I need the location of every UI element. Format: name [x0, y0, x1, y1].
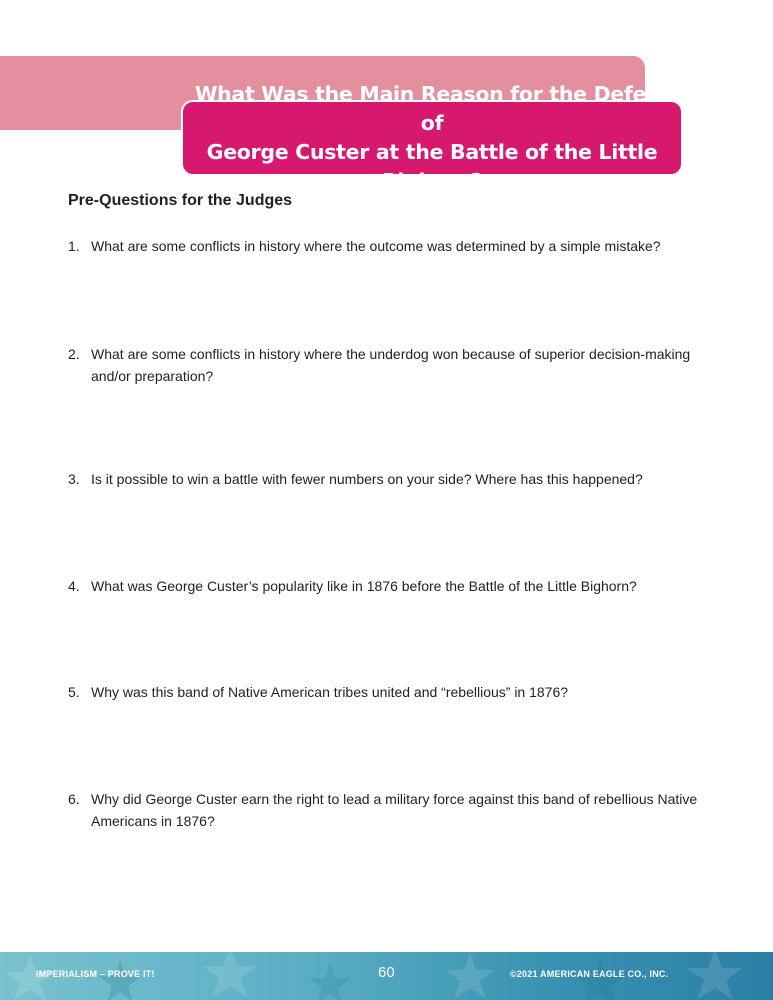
question-text: What are some conflicts in history where the outcome was determined by a simple mistake? — [91, 238, 661, 254]
page-number: 60 — [378, 964, 395, 981]
question-text: What are some conflicts in history where the underdog won because of superior decision-making and/or preparation? — [91, 346, 691, 384]
footer-copyright: ©2021 AMERICAN EAGLE CO., INC. — [510, 969, 669, 979]
question-item — [68, 468, 708, 490]
page-title — [183, 80, 681, 196]
question-number: 3. — [68, 471, 80, 487]
question-item — [68, 343, 708, 387]
title-line-1: What Was the Main Reason for the Defeat of — [194, 82, 670, 135]
question-item — [68, 235, 708, 257]
section-heading: Pre-Questions for the Judges — [68, 192, 293, 209]
footer-bar — [0, 952, 773, 1000]
question-number: 5. — [68, 684, 80, 700]
question-item — [68, 681, 708, 703]
footer-book-title: IMPERIALISM – PROVE IT! — [36, 969, 155, 979]
title-line-2: George Custer at the Battle of the Little Bighorn? — [206, 140, 658, 193]
question-number: 4. — [68, 578, 80, 594]
question-item — [68, 575, 708, 597]
question-number: 2. — [68, 346, 80, 362]
question-text: Why was this band of Native American tribes united and “rebellious” in 1876? — [91, 684, 569, 700]
title-box — [181, 82, 683, 193]
question-text: Is it possible to win a battle with fewer numbers on your side? Where has this happened? — [91, 471, 643, 487]
question-item — [68, 788, 708, 832]
question-number: 1. — [68, 238, 80, 254]
question-text: Why did George Custer earn the right to lead a military force against this band of rebellious Native Americans in 1876? — [91, 791, 698, 829]
question-text: What was George Custer’s popularity like in 1876 before the Battle of the Little Bighorn? — [91, 578, 637, 594]
question-number: 6. — [68, 791, 80, 807]
